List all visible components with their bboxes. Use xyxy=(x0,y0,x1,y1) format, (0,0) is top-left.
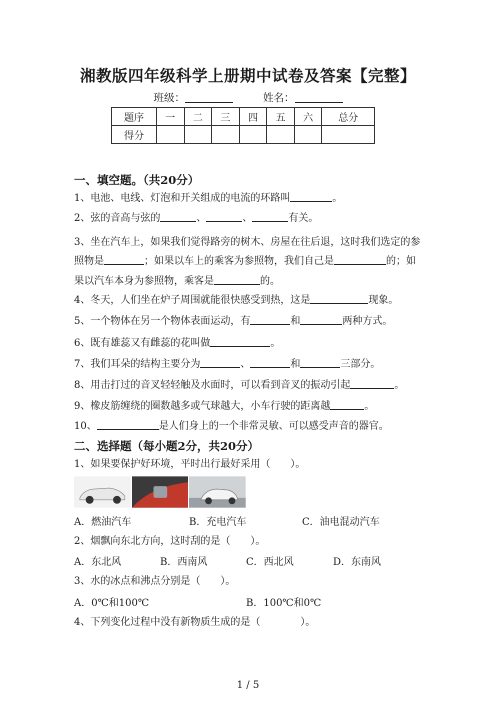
option-d[interactable]: D．东南风 xyxy=(333,557,382,568)
score-header-cell: 总分 xyxy=(322,108,375,126)
answer-blank[interactable] xyxy=(290,190,332,202)
score-cell[interactable] xyxy=(212,126,240,144)
answer-blank[interactable] xyxy=(210,335,270,347)
score-header-cell: 题序 xyxy=(112,108,157,126)
answer-blank[interactable] xyxy=(160,210,196,222)
score-header-cell: 六 xyxy=(294,108,322,126)
question-1-3: 3、坐在汽车上，如果我们觉得路旁的树木、房屋在往后退，这时我们选定的参 照物是 ；如果以车上的乘客为参照物，我们自己是 的；如 果以汽车本身为参照物，乘客是 的。 xyxy=(74,237,421,287)
section-2-title: 二、选择题（每小题2分，共20分） xyxy=(74,439,260,453)
question-1-7: 7、我们耳朵的结构主要分为 、 和 三部分。 xyxy=(74,356,426,373)
question-2-2: 2、烟飘向东北方向，这时刮的是（ ）。 xyxy=(74,536,266,547)
question-2-1: 1、如果要保护好环境，平时出行最好采用（ ）。 xyxy=(74,459,306,470)
hybrid-car-image xyxy=(189,476,246,508)
score-header-cell: 三 xyxy=(212,108,240,126)
score-table-header-row xyxy=(112,108,375,126)
option-a[interactable]: A．燃油汽车 xyxy=(74,517,132,528)
score-cell[interactable] xyxy=(239,126,267,144)
question-1-2: 2、弦的音高与弦的 、 、 有关。 xyxy=(74,210,426,227)
answer-blank[interactable] xyxy=(330,398,364,410)
answer-blank[interactable] xyxy=(214,273,260,285)
fuel-car-image xyxy=(74,476,131,508)
charging-car-image xyxy=(132,476,189,508)
document-title: 湘教版四年级科学上册期中试卷及答案【完整】 xyxy=(79,66,416,85)
option-a[interactable]: A．东北风 xyxy=(74,557,122,568)
score-header-cell: 二 xyxy=(184,108,212,126)
question-1-1: 1、电池、电线、灯泡和开关组成的电流的环路叫 。 xyxy=(74,190,426,207)
score-table-score-row xyxy=(112,126,375,144)
question-1-6: 6、既有雄蕊又有雌蕊的花叫做 。 xyxy=(74,335,426,352)
answer-blank[interactable] xyxy=(300,356,340,368)
question-2-4: 4、下列变化过程中没有新物质生成的是（ ）。 xyxy=(74,617,316,628)
answer-blank[interactable] xyxy=(104,253,144,265)
class-label: 班级： xyxy=(153,92,185,104)
score-cell[interactable] xyxy=(322,126,375,144)
score-row-label: 得分 xyxy=(112,126,157,144)
question-1-8: 8、用击打过的音叉轻轻触及水面时，可以看到音叉的振动引起 。 xyxy=(74,377,426,394)
option-c[interactable]: C．西北风 xyxy=(246,557,294,568)
answer-blank[interactable] xyxy=(250,313,290,325)
answer-blank[interactable] xyxy=(252,210,288,222)
class-blank[interactable] xyxy=(185,91,233,103)
score-cell[interactable] xyxy=(184,126,212,144)
score-header-cell: 一 xyxy=(157,108,185,126)
answer-blank[interactable] xyxy=(310,292,368,304)
answer-blank[interactable] xyxy=(334,253,386,265)
question-1-9: 9、橡皮筋缠绕的圈数越多或气球越大，小车行驶的距离越 。 xyxy=(74,398,426,415)
answer-blank[interactable] xyxy=(97,418,159,430)
option-c[interactable]: C．油电混动汽车 xyxy=(302,517,380,528)
page-number: 1 / 5 xyxy=(236,680,260,691)
name-label: 姓名： xyxy=(263,92,295,104)
section-1-title: 一、填空题。（共20分） xyxy=(74,173,200,187)
option-b[interactable]: B．100℃和0℃ xyxy=(246,598,322,609)
score-table xyxy=(111,107,375,144)
question-2-3: 3、水的冰点和沸点分别是（ ）。 xyxy=(74,576,236,587)
score-cell[interactable] xyxy=(294,126,322,144)
answer-blank[interactable] xyxy=(350,377,394,389)
answer-blank[interactable] xyxy=(200,356,240,368)
name-blank[interactable] xyxy=(295,91,343,103)
question-1-4: 4、冬天，人们坐在炉子周围就能很快感受到热，这是 现象。 xyxy=(74,292,426,309)
answer-blank[interactable] xyxy=(300,313,342,325)
score-cell[interactable] xyxy=(157,126,185,144)
question-2-1-images xyxy=(74,476,247,508)
option-b[interactable]: B．充电汽车 xyxy=(189,517,247,528)
question-1-10: 10、 是人们身上的一个非常灵敏、可以感受声音的器官。 xyxy=(74,418,426,435)
option-b[interactable]: B．西南风 xyxy=(160,557,208,568)
score-header-cell: 五 xyxy=(267,108,295,126)
student-info xyxy=(0,90,496,105)
answer-blank[interactable] xyxy=(250,356,290,368)
question-1-5: 5、一个物体在另一个物体表面运动，有 和 两种方式。 xyxy=(74,313,426,330)
score-header-cell: 四 xyxy=(239,108,267,126)
answer-blank[interactable] xyxy=(206,210,242,222)
option-a[interactable]: A．0℃和100℃ xyxy=(74,598,150,609)
score-cell[interactable] xyxy=(267,126,295,144)
